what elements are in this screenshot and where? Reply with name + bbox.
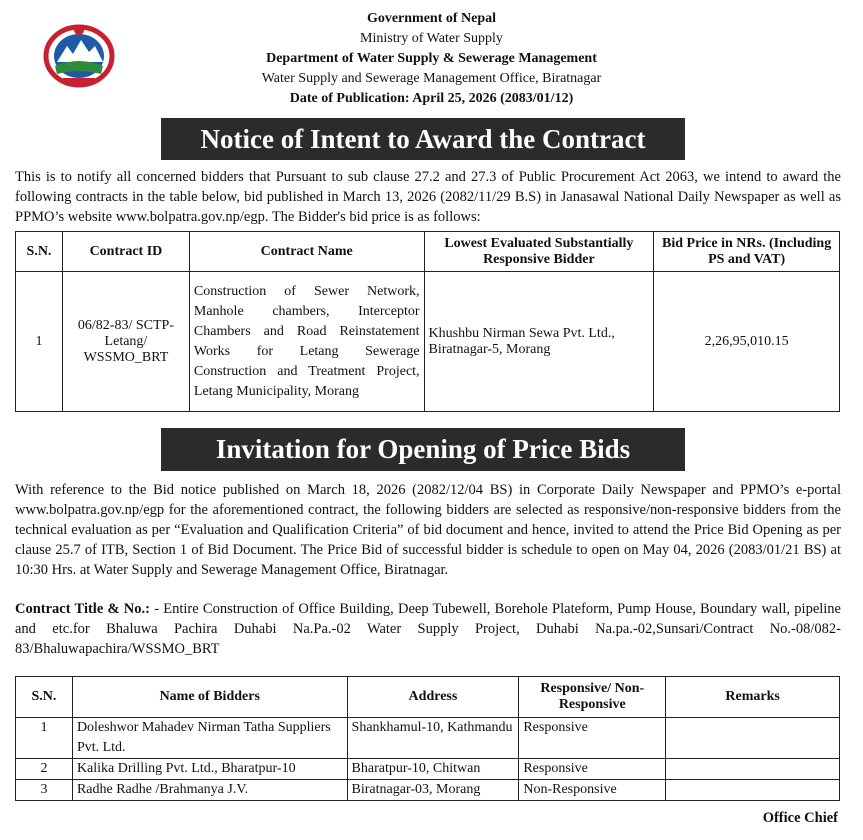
row-address: Shankhamul-10, Kathmandu xyxy=(347,718,519,759)
notice-title-banner: Notice of Intent to Award the Contract xyxy=(161,118,685,160)
bidders-table-header xyxy=(16,677,840,718)
row-remarks xyxy=(666,718,840,759)
award-table-header xyxy=(16,232,840,272)
contract-title-paragraph xyxy=(15,599,841,659)
col-sn: S.N. xyxy=(16,677,73,718)
col-sn: S.N. xyxy=(16,232,63,272)
row-sn: 1 xyxy=(16,272,63,412)
col-contract-name: Contract Name xyxy=(189,232,424,272)
row-address: Biratnagar-03, Morang xyxy=(347,780,519,801)
row-contract-id: 06/82-83/ SCTP-Letang/ WSSMO_BRT xyxy=(62,272,189,412)
invitation-paragraph: With reference to the Bid notice published on March 18, 2026 (2082/12/04 BS) in Corporate Daily Newspaper and PPMO’s e-portal www.bolpatra.gov.np/egp for the aforementioned contract, the following bidders are selected as responsive/non-responsive bidders from the technical evaluation as per “Evaluation and Qualification Criteria” of bid document and hence, invited to attend the Price Bid Opening as per clause 25.7 of ITB, Section 1 of Bid Document. The Price Bid of successful bidder is schedule to open on May 04, 2026 (2083/01/21 BS) at 10:30 Hrs. at Water Supply and Sewerage Management Office, Biratnagar. xyxy=(15,482,841,578)
row-name: Doleshwor Mahadev Nirman Tatha Suppliers Pvt. Ltd. xyxy=(72,718,347,759)
col-status: Responsive/ Non-Responsive xyxy=(519,677,666,718)
contract-title-label: Contract Title & No.: xyxy=(15,601,150,617)
row-remarks xyxy=(666,780,840,801)
table-row xyxy=(16,759,840,780)
col-name: Name of Bidders xyxy=(72,677,347,718)
col-remarks: Remarks xyxy=(666,677,840,718)
col-bidder: Lowest Evaluated Substantially Responsive Bidder xyxy=(424,232,654,272)
ministry-line: Ministry of Water Supply xyxy=(360,31,503,46)
invitation-title-banner: Invitation for Opening of Price Bids xyxy=(161,428,685,471)
contract-title-text: - Entire Construction of Office Building, Deep Tubewell, Borehole Plateform, Pump House, Boundary wall, pipeline and etc.for Bhaluwa Pachira Duhabi Na.Pa.-02 Water Supply Project, Duhabi Na.pa.-02,Sunsari/Contract No.-08/082-83/Bhaluwapachira/WSSMO_BRT xyxy=(15,601,841,657)
row-remarks xyxy=(666,759,840,780)
bidders-table xyxy=(15,676,840,801)
table-row xyxy=(16,718,840,759)
row-bidder: Khushbu Nirman Sewa Pvt. Ltd., Biratnagar-5, Morang xyxy=(424,272,654,412)
publication-date: Date of Publication: April 25, 2026 (2083/01/12) xyxy=(289,91,574,106)
row-sn: 2 xyxy=(16,759,73,780)
row-status: Responsive xyxy=(519,759,666,780)
row-sn: 1 xyxy=(16,718,73,759)
department-line: Department of Water Supply & Sewerage Management xyxy=(266,51,597,66)
notice-paragraph: This is to notify all concerned bidders that Pursuant to sub clause 27.2 and 27.3 of Public Procurement Act 2063, we intend to award the following contracts in the table below, bid published in March 13, 2026 (2082/11/29 B.S) in Janasawal National Daily Newspaper as well as PPMO’s website www.bolpatra.gov.np/egp. The Bidder's bid price is as follows: xyxy=(15,169,841,225)
row-price: 2,26,95,010.15 xyxy=(654,272,840,412)
row-status: Responsive xyxy=(519,718,666,759)
col-contract-id: Contract ID xyxy=(62,232,189,272)
document-header xyxy=(0,9,863,109)
row-contract-name: Construction of Sewer Network, Manhole chambers, Interceptor Chambers and Road Reinstatement Works for Letang Sewerage Construction and Treatment Project, Letang Municipality, Morang xyxy=(189,272,424,412)
award-table xyxy=(15,231,840,412)
row-sn: 3 xyxy=(16,780,73,801)
table-row xyxy=(16,780,840,801)
office-line: Water Supply and Sewerage Management Office, Biratnagar xyxy=(261,71,602,86)
col-address: Address xyxy=(347,677,519,718)
row-status: Non-Responsive xyxy=(519,780,666,801)
signature: Office Chief xyxy=(762,810,838,826)
row-name: Radhe Radhe /Brahmanya J.V. xyxy=(72,780,347,801)
col-price: Bid Price in NRs. (Including PS and VAT) xyxy=(654,232,840,272)
table-row xyxy=(16,272,840,412)
government-line: Government of Nepal xyxy=(366,11,497,26)
row-address: Bharatpur-10, Chitwan xyxy=(347,759,519,780)
row-name: Kalika Drilling Pvt. Ltd., Bharatpur-10 xyxy=(72,759,347,780)
